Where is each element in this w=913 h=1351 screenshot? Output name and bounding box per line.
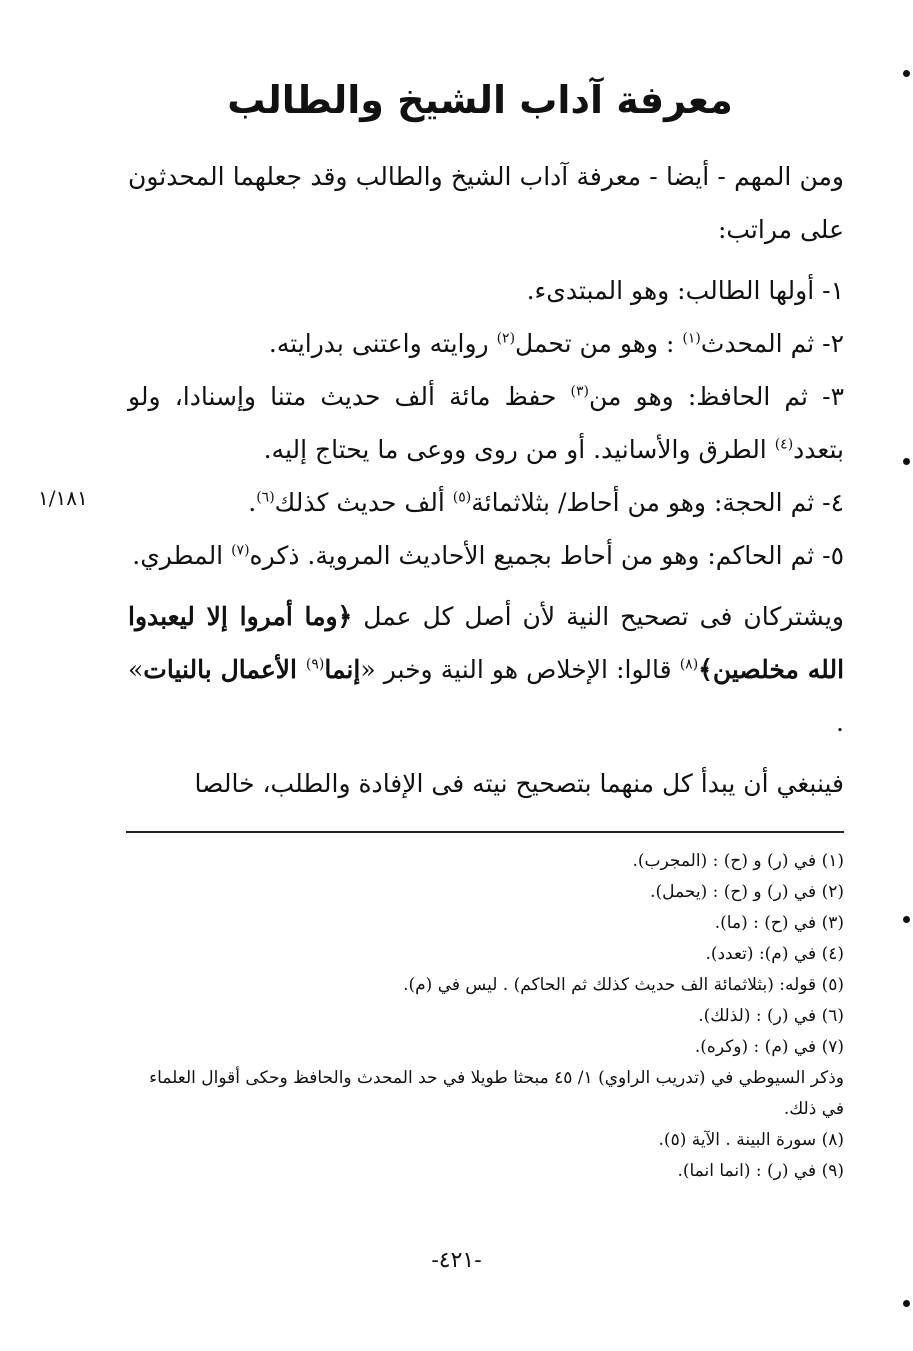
footnote: (٧) في (م) : (وكره). <box>694 1037 844 1057</box>
intro-paragraph: ومن المهم - أيضا - معرفة آداب الشيخ والطالب وقد جعلهما المحدثون على مراتب: <box>128 162 844 244</box>
footnote-ref[interactable]: (١) <box>682 330 701 347</box>
footnote-divider <box>126 831 844 833</box>
footnote: (٥) قوله: (بثلاثمائة الف حديث كذلك ثم الحاكم) . ليس في (م). <box>403 975 844 995</box>
list-item: ١- أولها الطالب: وهو المبتدىء. <box>526 276 844 305</box>
manuscript-folio-ref: ١/١٨١ <box>38 486 88 510</box>
footnote-ref[interactable]: (٩) <box>305 656 325 673</box>
hadith-quote: الأعمال بالنيات <box>143 655 306 684</box>
footnote: (٦) في (ر) : (لذلك). <box>698 1006 844 1026</box>
paragraph-niyya: ويشتركان فى تصحيح النية لأن أصل كل عمل ﴿وما أمروا إلا ليعبدوا الله مخلصين﴾$^{(٨)}$ قالوا: الإخلاص هو النية وخبر «إنما$^{(٩)}$ الأعمال بالنيات» . <box>128 602 845 737</box>
quran-quote: ﴿وما أمروا إلا ليعبدوا الله مخلصين﴾ <box>128 602 845 684</box>
footnote: وذكر السيوطي في (تدريب الراوي) ١/ ٤٥ مبحثا طويلا في حد المحدث والحافظ وحكى أقوال العلماء في ذلك. <box>149 1068 844 1119</box>
list-item: ٣- ثم الحافظ: وهو من$^{(٣)}$ حفظ مائة ألف حديث متنا وإسنادا، ولو بتعدد$^{(٤)}$ الطرق والأسانيد. أو من روى ووعى ما يحتاج إليه. <box>128 382 844 464</box>
scan-mark <box>903 1300 910 1307</box>
page-title: معرفة آداب الشيخ والطالب <box>227 78 733 122</box>
footnote: (٩) في (ر) : (انما انما). <box>677 1161 844 1181</box>
footnote: (٢) في (ر) و (ح) : (يحمل). <box>650 882 844 902</box>
paragraph-continuation: فينبغي أن يبدأ كل منهما بتصحيح نيته فى الإفادة والطلب، خالصا <box>194 769 844 798</box>
hadith-quote: إنما <box>324 655 361 684</box>
scan-mark <box>903 458 910 465</box>
footnote-ref[interactable]: (٥) <box>452 489 472 506</box>
footnote-ref[interactable]: (٨) <box>679 656 699 673</box>
footnote: (٣) في (ح) : (ما). <box>714 913 844 933</box>
footnote: (٨) سورة البينة . الآية (٥). <box>658 1130 844 1150</box>
list-item: ٢- ثم المحدث$^{(١)}$ : وهو من تحمل$^{(٢)}$ روايته واعتنى بدرايته. <box>268 329 844 358</box>
footnotes <box>128 846 844 1187</box>
footnote-ref[interactable]: (٧) <box>231 542 250 559</box>
main-text <box>128 150 844 810</box>
page-number: -٤٢١- <box>431 1248 482 1273</box>
list-item: ٤- ثم الحجة: وهو من أحاط/ بثلاثمائة$^{(٥)}$ ألف حديث كذلك$^{(٦)}$. <box>248 488 844 517</box>
scan-mark <box>903 916 910 923</box>
footnote-ref[interactable]: (٣) <box>570 383 590 400</box>
scan-mark <box>903 70 910 77</box>
footnote: (١) في (ر) و (ح) : (المجرب). <box>632 851 844 871</box>
footnote-ref[interactable]: (٤) <box>774 436 794 453</box>
footnote-ref[interactable]: (٦) <box>256 489 275 506</box>
list-item: ٥- ثم الحاكم: وهو من أحاط بجميع الأحاديث المروية. ذكره$^{(٧)}$ المطري. <box>132 541 844 570</box>
footnote-ref[interactable]: (٢) <box>496 330 516 347</box>
footnote: (٤) في (م): (تعدد). <box>705 944 844 964</box>
